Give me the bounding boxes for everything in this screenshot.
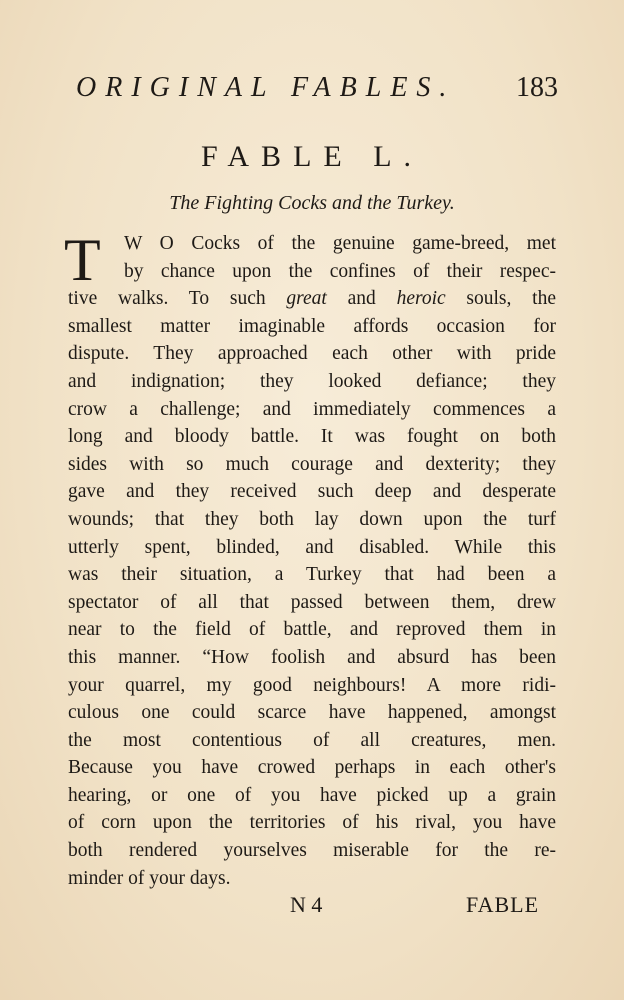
text-line: your quarrel, my good neighbours! A more ridi-: [68, 674, 556, 696]
text-run: and: [326, 288, 397, 310]
running-head: [72, 72, 560, 112]
text-line: culous one could scarce have happened, amongst: [68, 702, 556, 724]
text-line: near to the field of battle, and reproved them in: [68, 619, 556, 641]
text-line: W O Cocks of the genuine game-breed, met: [124, 233, 556, 254]
text-line: crow a challenge; and immediately commences a: [68, 398, 556, 420]
text-line: [68, 285, 556, 313]
text-line: the most contentious of all creatures, men.: [68, 729, 556, 751]
text-line: was their situation, a Turkey that had been a: [68, 564, 556, 586]
text-line: sides with so much courage and dexterity; they: [68, 453, 556, 475]
text-line: smallest matter imaginable affords occasion for: [68, 315, 556, 337]
text-line: gave and they received such deep and desperate: [68, 481, 556, 503]
text-run: tive walks. To such: [68, 288, 287, 310]
text-run: souls, the: [445, 288, 556, 310]
italic-word: great: [286, 288, 327, 310]
text-line: minder of your days.: [68, 867, 231, 889]
text-line: Because you have crowed perhaps in each other's: [68, 757, 556, 779]
text-line: this manner. “How foolish and absurd has been: [68, 646, 556, 668]
italic-word: heroic: [396, 288, 446, 310]
fable-subtitle: The Fighting Cocks and the Turkey.: [169, 192, 455, 214]
fable-body: [64, 227, 556, 892]
catchword: FABLE: [466, 892, 540, 917]
text-line: by chance upon the confines of their respec-: [124, 260, 556, 282]
text-line: both rendered yourselves miserable for the re-: [68, 840, 556, 862]
drop-cap: T: [64, 227, 101, 293]
signature-mark: N 4: [290, 892, 323, 917]
text-line: of corn upon the territories of his rival, you have: [68, 812, 556, 834]
text-line: wounds; that they both lay down upon the turf: [68, 508, 556, 530]
text-line: dispute. They approached each other with pride: [68, 343, 556, 365]
text-line: spectator of all that passed between them, drew: [68, 591, 556, 613]
text-line: and indignation; they looked defiance; they: [68, 370, 556, 392]
text-line: utterly spent, blinded, and disabled. While this: [68, 536, 556, 558]
running-title: ORIGINAL FABLES.: [76, 72, 456, 103]
fable-heading: FABLE L.: [200, 140, 424, 173]
text-line: long and bloody battle. It was fought on both: [68, 426, 556, 448]
page-number: 183: [516, 72, 558, 103]
text-line: hearing, or one of you have picked up a grain: [68, 784, 556, 806]
